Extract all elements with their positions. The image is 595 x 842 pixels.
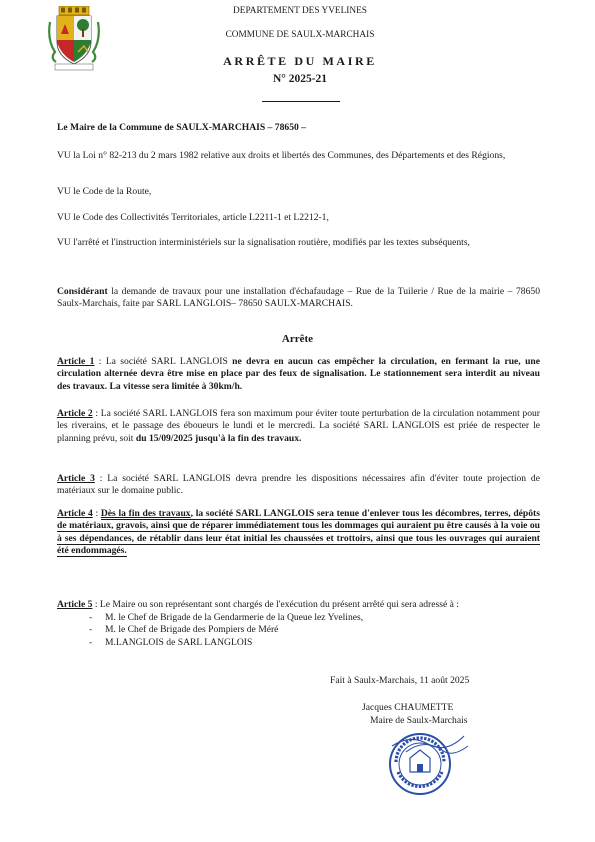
list-dash: - [89,624,93,636]
article-separator: : [94,473,108,484]
decree-number: N° 2025-21 [272,73,328,85]
article-label: Article 4 [57,508,93,519]
list-item [89,612,363,624]
article-4-body [57,508,540,557]
article-text: sera tenue d'enlever tous les décombres, terres, dépôts de matériaux, gravois, ainsi que de réparer immédiatement tous les dommages qui auraient pu être causés à la voie ou à ses dépendances, de rétablir dans leur état initial les chaussées et trottoirs, ainsi que tous les ouvrages qui auraient été endommagés. [57,508,540,557]
considerant-label: Considérant [57,286,108,297]
article-text: Le Maire ou son représentant sont chargés de l'exécution du présent arrêté qui sera adressé à : [99,599,459,610]
arrete-heading: Arrête [281,333,314,345]
place-and-date: Fait à Saulx-Marchais, 11 août 2025 [330,675,470,686]
article-separator: : [92,599,100,610]
visa-paragraph: VU la Loi n° 82-213 du 2 mars 1982 relative aux droits et libertés des Communes, des Départements et des Régions, [57,150,506,161]
article-separator: : [92,408,101,419]
distribution-list [89,612,363,649]
list-item [89,624,363,636]
article-bold-text: ne devra en aucun cas empêcher la circulation, en fermant la rue, une circulation alternée devra être mise en place par des feux de signalisation. Le stationnement sera interdit au niveau des travaux. La vitesse sera limitée à 30km/h. [57,356,541,392]
department-name: DEPARTEMENT DES YVELINES [233,6,367,16]
list-dash: - [89,612,93,623]
article-2 [57,408,540,445]
article-1 [57,356,540,393]
article-label: Article 1 [57,356,95,367]
coat-of-arms-icon [47,6,101,72]
visa-paragraph: VU le Code des Collectivités Territoriales, article L2211-1 et L2212-1, [57,212,329,223]
article-bold-text: du 15/09/2025 jusqu'à la fin des travaux. [135,432,302,444]
article-text: La société SARL LANGLOIS fera son maximum pour éviter toute perturbation de la circulation notamment pour les riverains, et le passage des éboueurs le lundi et le mercredi. La société SARL LANGLOIS est priée de respecter le planning prévu, soit [57,408,540,444]
list-item-text: M. le Chef de Brigade des Pompiers de Méré [105,624,279,636]
article-label: Article 2 [57,408,93,419]
article-text: , la société [190,508,236,519]
company-name: SARL LANGLOIS [235,508,315,519]
article-label: Article 3 [57,473,95,484]
list-item [89,637,363,649]
document-title: ARRÊTE DU MAIRE [223,54,377,68]
article-4 [57,508,540,558]
commune-name: COMMUNE DE SAULX-MARCHAIS [225,30,375,40]
mayor-line: Le Maire de la Commune de SAULX-MARCHAIS – 78650 – [57,122,306,133]
article-text: La société SARL LANGLOIS [105,356,233,367]
article-5 [57,599,540,611]
signatory-name: Jacques CHAUMETTE [362,702,454,713]
considerant-paragraph [57,286,540,311]
article-text: La société SARL LANGLOIS devra prendre les dispositions nécessaires afin d'éviter toute projection de matériaux sur le domaine public. [57,473,540,497]
article-bold-underline-text: Dès la fin des travaux [100,508,191,519]
article-separator: : [92,508,101,519]
list-item-text: M.LANGLOIS de SARL LANGLOIS [105,636,253,648]
visa-paragraph: VU l'arrêté et l'instruction interministériels sur la signalisation routière, modifiés par les textes subséquents, [57,237,470,248]
visa-paragraph: VU le Code de la Route, [57,186,152,197]
article-separator: : [94,356,106,367]
list-item-text: M. le Chef de Brigade de la Gendarmerie de la Queue lez Yvelines, [105,612,364,623]
signatory-role: Maire de Saulx-Marchais [370,715,468,726]
list-dash: - [89,636,93,648]
official-stamp-icon [384,728,472,798]
header-divider [262,101,340,102]
considerant-text: la demande de travaux pour une installation d'échafaudage – Rue de la Tuilerie / Rue de la mairie – 78650 Saulx-Marchais, faite par SARL LANGLOIS– 78650 SAULX-MARCHAIS. [57,286,540,310]
article-label: Article 5 [57,599,93,610]
article-3 [57,473,540,498]
